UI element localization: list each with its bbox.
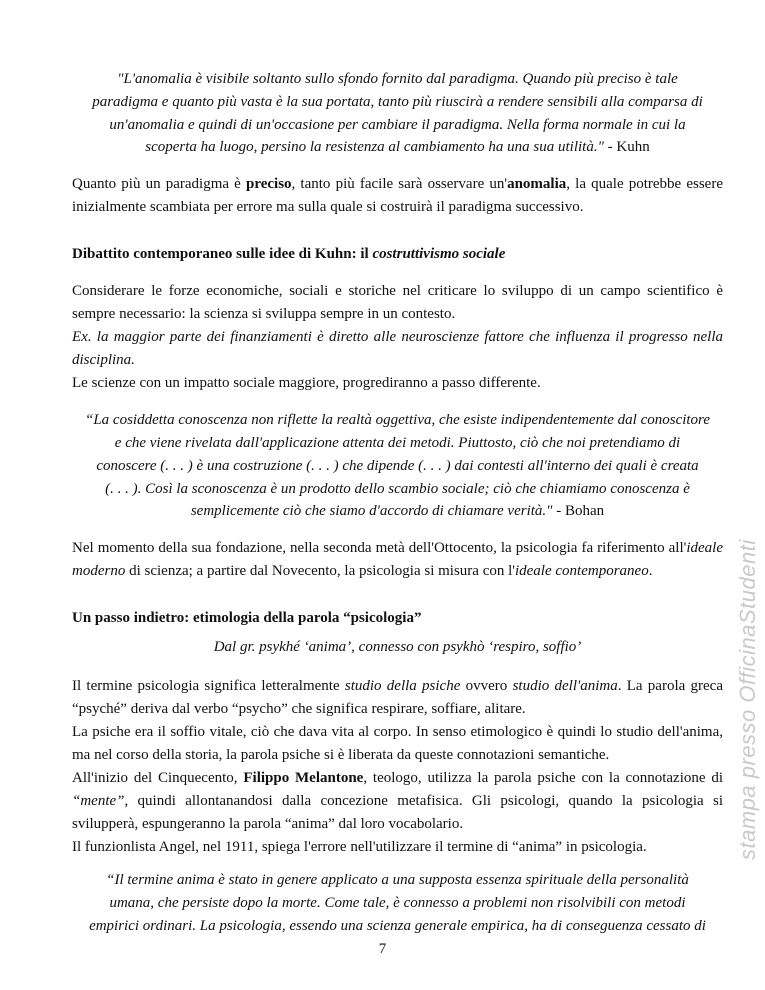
paragraph-melantone: All'inizio del Cinquecento, Filippo Melantone, teologo, utilizza la parola psiche con la connotazione di “mente”, quindi allontanandosi dalla concezione metafisica. Gli psicologi, quando la psicologia si svilupperà, espungeranno la parola “anima” dal loro vocabolario. [72,769,723,832]
quote-line: “La cosiddetta conoscenza non riflette la realtà oggettiva, che esiste indipendentemente dal conoscitore [84,412,710,429]
quote-line: conoscere (. . . ) è una costruzione (. . . ) che dipende (. . . ) dai contesti all'interno dei quali è creata [96,457,699,474]
quote-line: scoperta ha luogo, persino la resistenza al cambiamento ha una sua utilità." - Kuhn [145,139,650,156]
quote-line: un'anomalia e quindi di un'occasione per cambiare il paradigma. Nella forma normale in cui la [109,116,686,133]
paragraph-psyche: La psiche era il soffio vitale, ciò che dava vita al corpo. In senso etimologico è quindi lo studio dell'anima, ma nel corso della storia, la parola psiche si è liberata da queste connotazioni semantiche. [72,723,723,763]
paragraph-paradigm: Quanto più un paradigma è preciso, tanto più facile sarà osservare un'anomalia, la quale potrebbe essere inizialmente scambiata per errore ma sulla quale si costruirà il paradigma successivo. [72,176,723,216]
quote-line: "L'anomalia è visibile soltanto sullo sfondo fornito dal paradigma. Quando più preciso è tale [117,71,678,87]
quote-line: “Il termine anima è stato in genere applicato a una supposta essenza spirituale della personalità [106,871,689,888]
etymology-note: Dal gr. psykhé ‘anima’, connesso con psykhò ‘respiro, soffio’ [213,639,582,656]
paragraph-context: Considerare le forze economiche, sociali e storiche nel criticare lo sviluppo di un campo scientifico è sempre necessario: la scienza si sviluppa sempre in un contesto. [72,283,723,323]
quote-line: e che viene rivelata dall'applicazione attenta dei metodi. Piuttosto, ciò che noi pretendiamo di [114,434,681,451]
angel-quote [72,869,723,937]
kuhn-quote [72,68,723,159]
bohan-quote [72,409,723,523]
paragraph-example: Ex. la maggior parte dei finanziamenti è diretto alle neuroscienze fattore che influenza il progresso nella disciplina. [72,329,723,369]
quote-line: empirici ordinari. La psicologia, essendo una scienza generale empirica, ha di conseguenza cessato di [89,917,706,934]
paragraph-foundation: Nel momento della sua fondazione, nella seconda metà dell'Ottocento, la psicologia fa riferimento all'ideale moderno di scienza; a partire dal Novecento, la psicologia si misura con l'ideale contemporaneo. [72,540,723,580]
quote-line: (. . . ). Così la sconoscenza è un prodotto dello scambio sociale; ciò che chiamiamo conoscenza è [105,480,690,497]
quote-author: - Kuhn [603,139,650,156]
quote-line: umana, che persiste dopo la morte. Come tale, è connesso a problemi non risolvibili con metodi [109,894,686,911]
paragraph-etymology: Il termine psicologia significa letteralmente studio della psiche ovvero studio dell'anima. La parola greca “psyché” deriva dal verbo “psycho” che significa respirare, soffiare, alitare. [72,677,723,717]
quote-line: paradigma e quanto più vasta è la sua portata, tanto più riuscirà a rendere sensibili alla comparsa di [92,93,703,110]
quote-line: semplicemente ciò che siamo d'accordo di chiamare verità." - Bohan [190,503,605,520]
quote-author: - Bohan [552,503,605,520]
watermark: stampa presso OfficinaStudenti [735,539,760,860]
page-content [72,68,723,937]
paragraph-impact: Le scienze con un impatto sociale maggiore, progrediranno a passo differente. [72,375,541,392]
page-number: 7 [378,941,387,957]
paragraph-angel: Il funzionlista Angel, nel 1911, spiega l'errore nell'utilizzare il termine di “anima” in psicologia. [72,838,647,855]
section-heading: Dibattito contemporaneo sulle idee di Kuhn: il costruttivismo sociale [72,246,506,263]
section-heading: Un passo indietro: etimologia della parola “psicologia” [72,610,422,627]
